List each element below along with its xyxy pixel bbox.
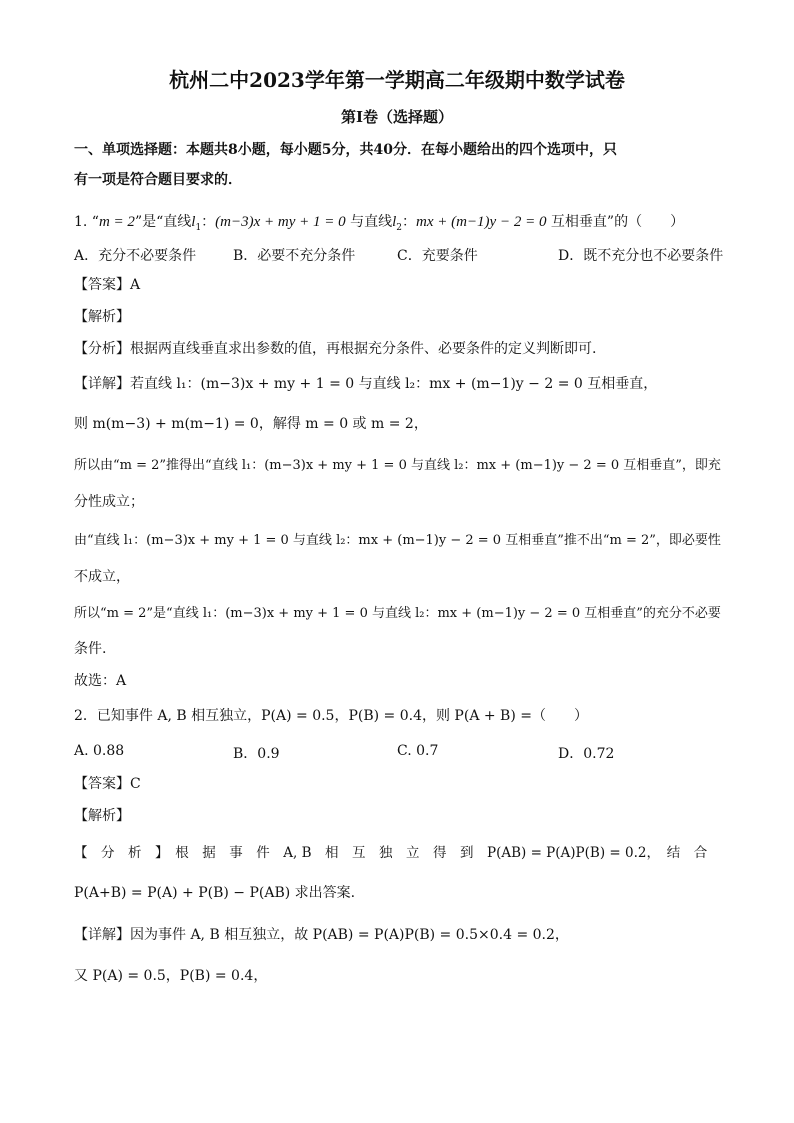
q2-option-c: C. 0.7 — [397, 743, 439, 759]
q1-stem-part: 1. “ — [74, 214, 99, 230]
q2-option-b: B．0.9 — [233, 746, 280, 762]
q1-stem-m: m = 2 — [98, 214, 135, 230]
q1-with: 与直线 — [345, 214, 393, 230]
q1-colon: ： — [402, 214, 416, 230]
page-title: 杭州二中2023学年第一学期高二年级期中数学试卷 — [169, 68, 625, 92]
q1-option-a: A．充分不必要条件 — [74, 248, 197, 264]
q1-detail-5b: 条件. — [74, 641, 107, 657]
q2-detail-1: 【详解】因为事件 A, B 相互独立，故 P(AB) = P(A)P(B) = 0.5×0.4 = 0.2， — [74, 927, 569, 943]
q2-answer: 【答案】C — [74, 776, 141, 792]
q2-stem: 2．已知事件 A, B 相互独立，P(A) = 0.5，P(B) = 0.4，则 P(A + B) =（ ） — [74, 708, 588, 724]
q2-option-d: D．0.72 — [558, 746, 615, 762]
q2-analysis-a: 【 分 析 】 根 据 事 件 A, B 相 互 独 立 得 到 P(AB) = P(A)P(B) = 0.2， 结 合 — [74, 845, 708, 861]
q2-analysis-b: P(A+B) = P(A) + P(B) − P(AB) 求出答案. — [74, 885, 356, 901]
page-subtitle: 第Ⅰ卷（选择题） — [340, 108, 454, 126]
q1-option-b: B．必要不充分条件 — [233, 248, 356, 264]
q1-stem-part: ”是“直线 — [134, 214, 192, 230]
q1-jiexi: 【解析】 — [74, 309, 130, 325]
q1-eq1: (m−3)x + my + 1 = 0 — [215, 214, 346, 230]
q1-answer: 【答案】A — [74, 277, 141, 293]
q1-detail-5a: 所以“m = 2”是“直线 l₁：(m−3)x + my + 1 = 0 与直线 l₂：mx + (m−1)y − 2 = 0 互相垂直”的充分不必要 — [74, 606, 721, 621]
q2-jiexi: 【解析】 — [74, 808, 130, 824]
q1-choose: 故选：A — [74, 673, 127, 689]
q1-colon: ： — [201, 214, 216, 230]
q1-tail: 互相垂直”的（ ） — [546, 214, 685, 230]
q1-eq2: mx + (m−1)y − 2 = 0 — [416, 214, 547, 230]
q1-option-c: C．充要条件 — [397, 248, 478, 264]
section-heading-line-2: 有一项是符合题目要求的． — [74, 172, 242, 188]
q1-l2: l — [392, 214, 397, 230]
q1-l1: l — [191, 214, 196, 230]
q1-detail-4b: 不成立， — [74, 569, 130, 585]
q2-option-a: A. 0.88 — [74, 743, 125, 759]
q1-analysis: 【分析】根据两直线垂直求出参数的值，再根据充分条件、必要条件的定义判断即可. — [74, 341, 597, 357]
q1-detail-4a: 由“直线 l₁：(m−3)x + my + 1 = 0 与直线 l₂：mx + (m−1)y − 2 = 0 互相垂直”推不出“m = 2”，即必要性 — [74, 533, 721, 548]
q1-detail-1: 【详解】若直线 l₁：(m−3)x + my + 1 = 0 与直线 l₂：mx + (m−1)y − 2 = 0 互相垂直， — [74, 376, 658, 392]
q1-detail-2: 则 m(m−3) + m(m−1) = 0，解得 m = 0 或 m = 2， — [74, 416, 428, 432]
q1-stem: 1. “m = 2”是“直线$l_1$：(m−3)x + my + 1 = 0 与直线$l_2$：mx + (m−1)y − 2 = 0 互相垂直”的（ ） — [74, 214, 685, 233]
q2-detail-2: 又 P(A) = 0.5，P(B) = 0.4， — [74, 968, 268, 984]
q1-detail-3a: 所以由“m = 2”推得出“直线 l₁：(m−3)x + my + 1 = 0 与直线 l₂：mx + (m−1)y − 2 = 0 互相垂直”，即充 — [74, 458, 721, 473]
section-heading-line-1: 一、单项选择题：本题共8小题，每小题5分，共40分．在每小题给出的四个选项中，只 — [74, 142, 617, 158]
q1-detail-3b: 分性成立； — [74, 494, 144, 510]
q1-option-d: D．既不充分也不必要条件 — [558, 248, 724, 264]
